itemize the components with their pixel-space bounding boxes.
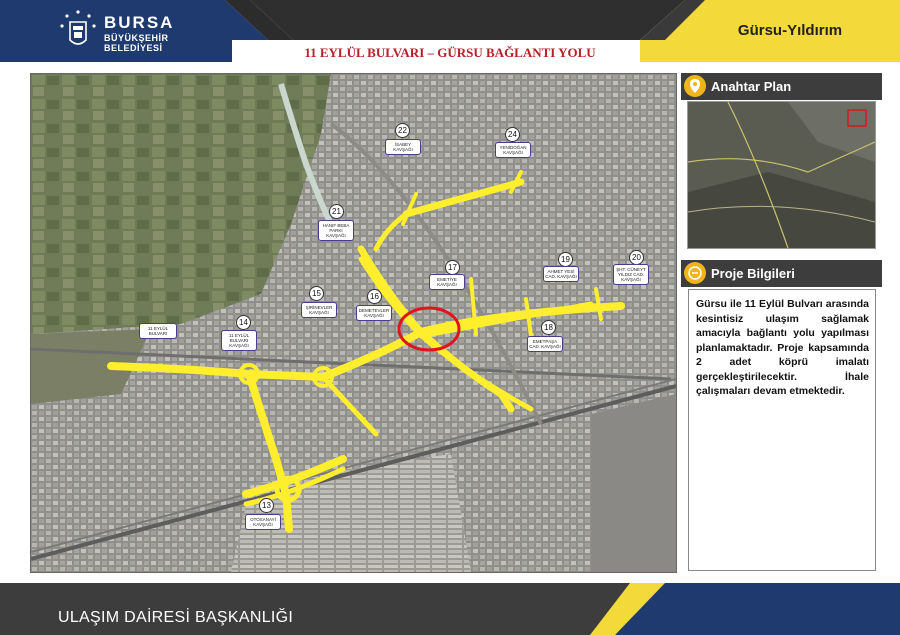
marker-label[interactable]: YENİDOĞAN KAVŞAĞI [495, 142, 531, 158]
marker-label[interactable]: AHMET YESİ CAD. KAVŞAĞI [543, 266, 579, 282]
marker-number: 22 [395, 123, 410, 138]
keyplan-graphic [688, 102, 875, 248]
marker-label[interactable]: ŞHT. CÜNEYT YILDIZ CAD. KAVŞAĞI [613, 264, 649, 285]
info-text: Gürsu ile 11 Eylül Bulvarı arasında kesintisiz ulaşım sağlamak amacıyla bağlantı yolu yapılması planlamaktadır. Proje kapsamında 2 adet köprü imalatı gerçekleştirilecektir. İhale çalışmaları devam etmektedir. [696, 298, 869, 397]
footer-title: ULAŞIM DAİRESİ BAŞKANLIĞI [58, 609, 294, 626]
marker-number: 21 [329, 204, 344, 219]
marker-label[interactable]: İSABEY KAVŞAĞI [385, 139, 421, 155]
marker-number: 24 [505, 127, 520, 142]
marker-number: 15 [309, 286, 324, 301]
page-title: 11 EYLÜL BULVARI – GÜRSU BAĞLANTI YOLU [304, 45, 596, 60]
marker-number: 16 [367, 289, 382, 304]
map-graphic [31, 74, 676, 572]
bursa-emblem-icon [58, 8, 98, 52]
info-panel [688, 289, 876, 571]
marker-label[interactable]: EMETİYE KAVŞAĞI [429, 274, 465, 290]
keyplan-header [681, 73, 882, 100]
marker-number: 19 [558, 252, 573, 267]
marker-label[interactable]: HANIF BEBA PARKI KAVŞAĞI [318, 220, 354, 241]
keyplan-title: Anahtar Plan [711, 79, 792, 94]
info-title: Proje Bilgileri [711, 266, 795, 281]
marker-label[interactable]: OTOSANAYİ KAVŞAĞI [245, 514, 281, 530]
marker-number: 13 [259, 498, 274, 513]
info-icon [684, 262, 706, 284]
marker-label[interactable]: 11 EYLÜL BULVARI KAVŞAĞI [221, 330, 257, 351]
marker-number: 17 [445, 260, 460, 275]
logo-line-belediyesi: BELEDİYESİ [104, 43, 163, 53]
keyplan-map[interactable] [687, 101, 876, 249]
boulevard-label[interactable]: 11 EYLÜL BULVARI [139, 323, 177, 339]
marker-number: 20 [629, 250, 644, 265]
marker-number: 18 [541, 320, 556, 335]
info-header [681, 260, 882, 287]
bursa-logo[interactable] [58, 8, 238, 54]
project-map[interactable] [30, 73, 677, 573]
logo-line-bursa: BURSA [104, 13, 175, 32]
region-title: Gürsu-Yıldırım [737, 22, 843, 39]
footer-banner [0, 583, 900, 635]
marker-number: 14 [236, 315, 251, 330]
logo-line-buyuksehir: BÜYÜKŞEHİR [104, 33, 169, 43]
marker-label[interactable]: EMETPAŞA CAD. KAVŞAĞI [527, 336, 563, 352]
marker-label[interactable]: DEMETEVLER KAVŞAĞI [356, 305, 392, 321]
marker-label[interactable]: ŞİRİNEVLER KAVŞAĞI [301, 302, 337, 318]
map-pin-icon [684, 75, 706, 97]
